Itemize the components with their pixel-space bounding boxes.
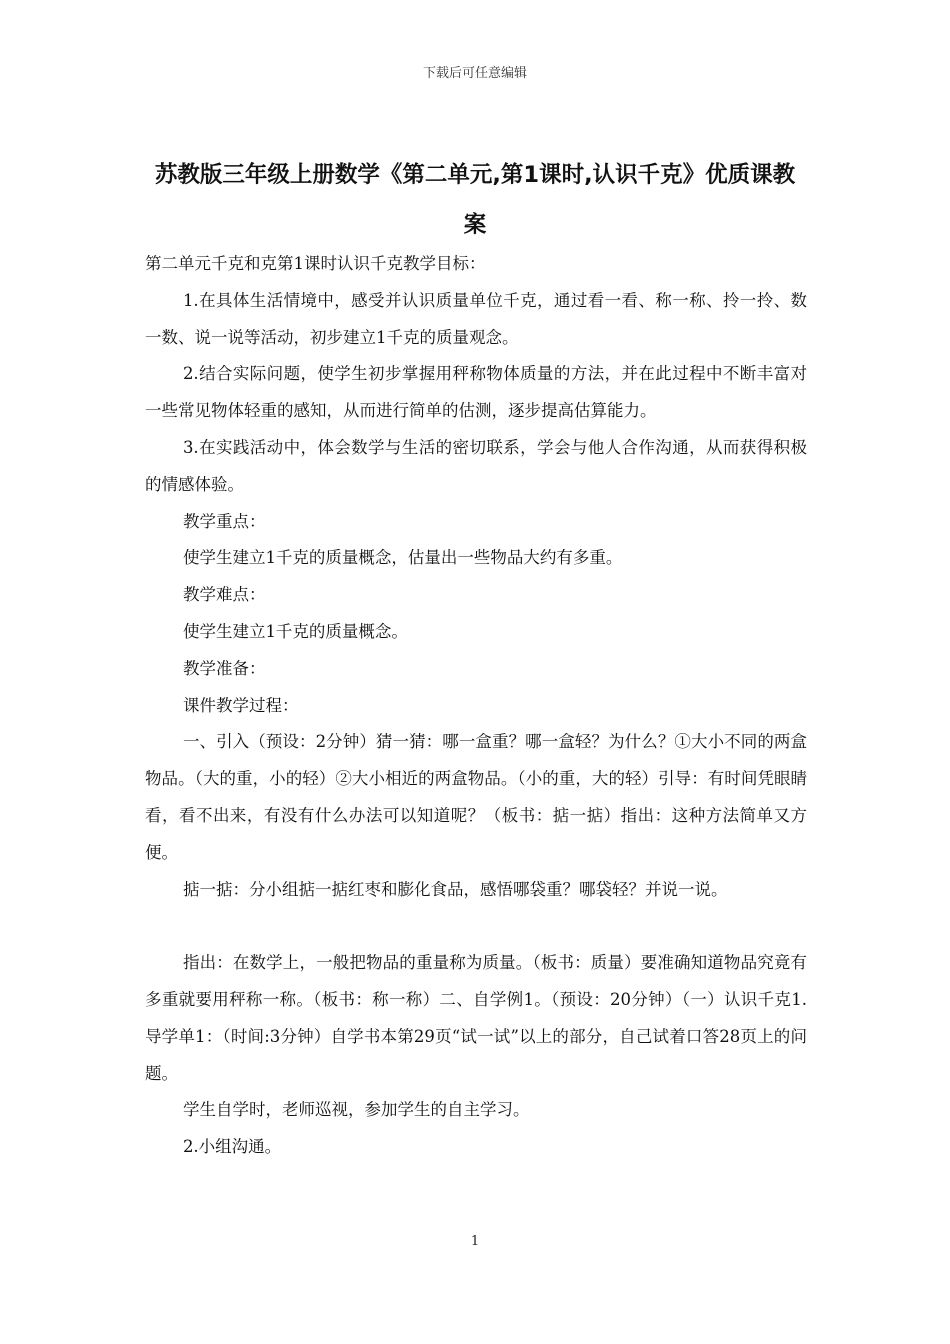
- objective-2: 2.结合实际问题，使学生初步掌握用秤称物体质量的方法，并在此过程中不断丰富对一些常见物体轻重的感知，从而进行简单的估测，逐步提高估算能力。: [145, 364, 807, 421]
- key-points-heading: 教学重点：: [182, 511, 266, 531]
- difficulties-text: 使学生建立1千克的质量概念。: [182, 621, 408, 641]
- page-header-note: 下载后可任意编辑: [422, 66, 527, 81]
- process-heading: 课件教学过程：: [182, 695, 299, 715]
- key-points-text: 使学生建立1千克的质量概念，估量出一些物品大约有多重。: [182, 548, 623, 568]
- process-self-study: 学生自学时，老师巡视，参加学生的自主学习。: [182, 1100, 530, 1120]
- document-body: [145, 246, 807, 1166]
- process-group-talk: 2.小组沟通。: [182, 1137, 282, 1157]
- objectives-heading: 第二单元千克和克第1课时认识千克教学目标：: [145, 254, 486, 273]
- page-number: 1: [470, 1234, 480, 1249]
- difficulties-heading: 教学难点：: [182, 585, 266, 605]
- preparation-heading: 教学准备：: [182, 658, 266, 678]
- process-intro: 一、引入（预设：2分钟）猜一猜：哪一盒重？哪一盒轻？为什么？①大小不同的两盒物品。（大的重，小的轻）②大小相近的两盒物品。（小的重，大的轻）引导：有时间凭眼睛看，看不出来，有没有什么办法可以知道呢？（板书：掂一掂）指出：这种方法简单又方便。: [145, 732, 807, 862]
- objective-3: 3.在实践活动中，体会数学与生活的密切联系，学会与他人合作沟通，从而获得积极的情感体验。: [145, 437, 807, 494]
- document-title: 苏教版三年级上册数学《第二单元,第1课时,认识千克》优质课教案: [154, 162, 796, 238]
- objective-1: 1.在具体生活情境中，感受并认识质量单位千克，通过看一看、称一称、拎一拎、数一数、说一说等活动，初步建立1千克的质量观念。: [145, 290, 807, 347]
- process-point-out: 指出：在数学上，一般把物品的重量称为质量。（板书：质量）要准确知道物品究竟有多重就要用秤称一称。（板书：称一称）二、自学例1。（预设：20分钟）（一）认识千克1.导学单1：（时间:3分钟）自学书本第29页“试一试”以上的部分，自己试着口答28页上的问题。: [145, 953, 807, 1083]
- process-weigh-by-hand: 掂一掂：分小组掂一掂红枣和膨化食品，感悟哪袋重？哪袋轻？并说一说。: [182, 879, 728, 899]
